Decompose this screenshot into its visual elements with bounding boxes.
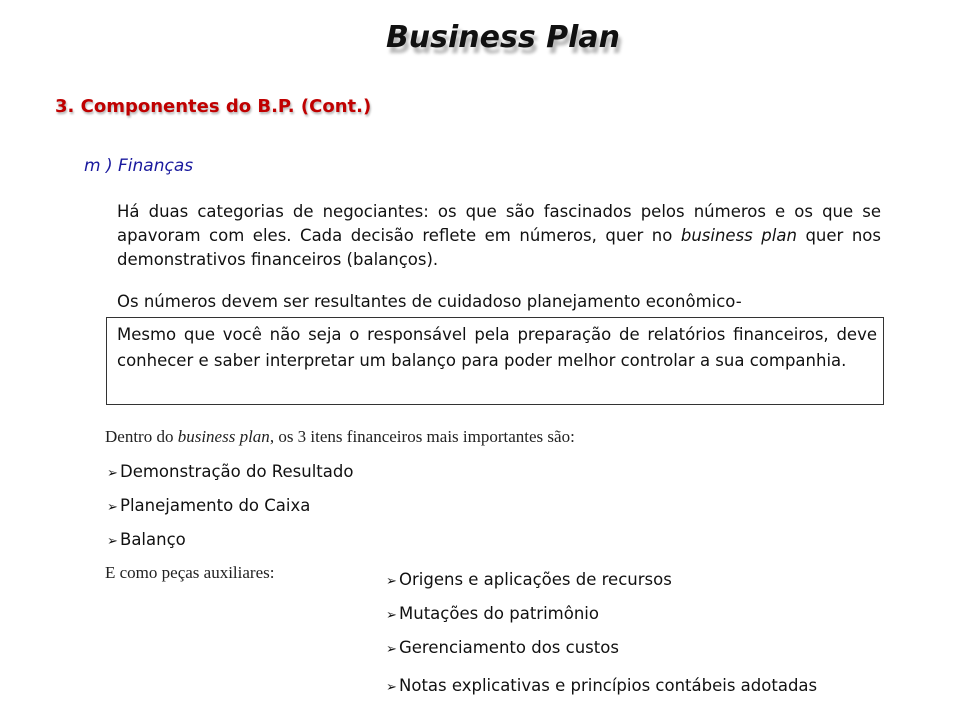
aux-items-list	[386, 563, 881, 703]
callout-box	[106, 317, 884, 405]
list-item-label: Mutações do patrimônio	[399, 604, 599, 623]
main-items-list	[107, 455, 353, 557]
paragraph-italic: business plan	[680, 226, 797, 245]
list-item-label: Demonstração do Resultado	[120, 462, 354, 481]
arrow-bullet-icon: ➢	[386, 680, 397, 695]
arrow-bullet-icon: ➢	[107, 534, 118, 549]
list-item	[107, 523, 353, 557]
arrow-bullet-icon: ➢	[386, 574, 397, 589]
list-item	[386, 563, 881, 597]
list-item	[386, 665, 881, 703]
slide-title: Business Plan	[385, 20, 621, 55]
list-item	[107, 455, 353, 489]
list-item-label: Balanço	[120, 530, 186, 549]
list-item	[386, 631, 881, 665]
list-item	[107, 489, 353, 523]
arrow-bullet-icon: ➢	[107, 466, 118, 481]
arrow-bullet-icon: ➢	[386, 642, 397, 657]
intro-italic: business plan	[177, 427, 270, 446]
paragraph-text: Há duas categorias de negociantes: os que são fascinados pelos números e os que se apavoram com eles. Cada decisão reflete em números, quer no	[117, 202, 881, 245]
aux-label: E como peças auxiliares:	[105, 563, 275, 582]
list-item-label: Gerenciamento dos custos	[399, 638, 619, 657]
list-item-label: Origens e aplicações de recursos	[399, 570, 672, 589]
intro-text: Dentro do	[105, 427, 178, 446]
section-heading: 3. Componentes do B.P. (Cont.)	[55, 96, 372, 117]
intro-line	[105, 427, 575, 447]
list-item	[386, 597, 881, 631]
intro-text-end: , os 3 itens financeiros mais importantes são:	[269, 427, 575, 446]
arrow-bullet-icon: ➢	[386, 608, 397, 623]
arrow-bullet-icon: ➢	[107, 500, 118, 515]
paragraph-text-end: quer nos demonstrativos financeiros (balanços).	[117, 226, 881, 269]
paragraph-numbers: Os números devem ser resultantes de cuidadoso planejamento econômico-	[117, 292, 742, 311]
callout-text: Mesmo que você não seja o responsável pela preparação de relatórios financeiros, deve conhecer e saber interpretar um balanço para poder melhor controlar a sua companhia.	[117, 325, 877, 370]
list-item-label: Planejamento do Caixa	[120, 496, 311, 515]
subheading: m ) Finanças	[84, 156, 194, 176]
paragraph-categories	[117, 200, 881, 272]
list-item-label: Notas explicativas e princípios contábeis adotadas	[399, 676, 818, 695]
